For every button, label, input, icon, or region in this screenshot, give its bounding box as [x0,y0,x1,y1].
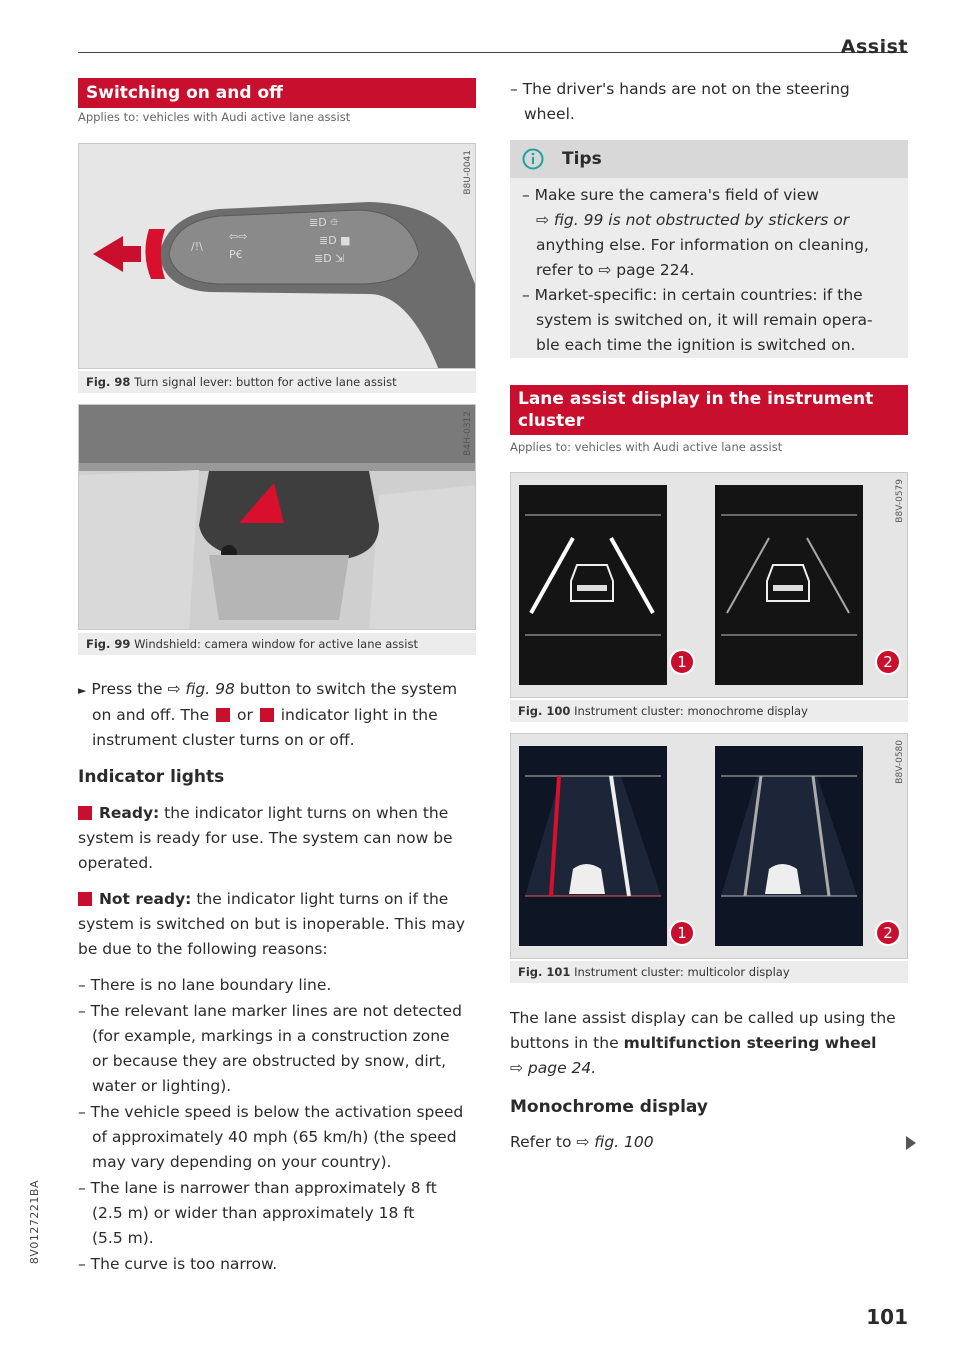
figure-caption-text: Windshield: camera window for active lane assist [134,637,418,651]
document-code: 8V0127221BA [28,1180,41,1265]
not-ready-paragraph [78,887,478,962]
press-post: button to switch the system [234,680,458,698]
reasons-list [78,973,478,1277]
tips-box [510,140,908,358]
section-heading-text: Switching on and off [86,83,283,103]
figure-99 [78,404,476,630]
not-ready-text3: be due to the following reasons: [78,940,328,958]
info-icon [522,148,544,170]
section-heading [78,78,476,108]
continue-arrow-icon [906,1136,916,1150]
press-or: or [232,706,258,724]
applies-to: Applies to: vehicles with Audi active lane assist [510,440,783,454]
figure-code: B8U-0041 [463,150,473,195]
indicator-lights-heading: Indicator lights [78,767,225,787]
not-ready-text1: the indicator light turns on if the [191,890,449,908]
monochrome-display-illustration [511,473,908,698]
turn-signal-lever-illustration [79,144,476,369]
callout-1-icon: 1 [669,649,695,675]
section-title: Assist [840,36,908,58]
page-24-reference-link[interactable]: ⇨ page 24. [510,1059,597,1077]
svg-text:≣D ⯐: ≣D ⯐ [309,216,339,229]
figure-caption-text: Instrument cluster: multicolor display [574,965,790,979]
figure-label: Fig. 100 [518,704,571,718]
figure-caption-text: Instrument cluster: monochrome display [574,704,808,718]
ready-label: Ready: [98,804,160,822]
figure-label: Fig. 98 [86,375,131,389]
fig98-reference-link[interactable]: ⇨ fig. 98 [167,680,235,698]
ready-text3: operated. [78,854,154,872]
press-pre: Press the [91,680,168,698]
callout-2-icon: 2 [875,920,901,946]
hands-item: – The driver's hands are not on the steering wheel. [510,80,850,123]
tips-header [510,140,908,178]
list-item: – There is no lane boundary line. [78,976,332,994]
header-rule [78,52,908,53]
indicator-red-icon [260,708,274,722]
windshield-camera-illustration [79,405,476,630]
tips-title: Tips [562,149,602,169]
refer-paragraph: Refer to ⇨ fig. 100 [510,1133,654,1151]
list-item: – Market-specific: in certain countries: if the system is switched on, it will remain opera- ble each time the ignition is switched on. [522,286,873,354]
figure-label: Fig. 101 [518,965,571,979]
figure-code: B8V-0580 [895,740,905,784]
figure-caption-text: Turn signal lever: button for active lane assist [134,375,397,389]
fig100-reference-link[interactable]: ⇨ fig. 100 [576,1133,654,1151]
section-heading: Lane assist display in the instrument cluster [510,385,908,435]
callout-2-icon: 2 [875,649,901,675]
lane-assist-paragraph: The lane assist display can be called up using the buttons in the multifunction steering wheel ⇨ page 24. [510,1006,910,1081]
svg-text:⇦⇨: ⇦⇨ [229,230,248,243]
figure-caption [510,700,908,722]
figure-caption [78,633,476,655]
press-line2a: on and off. The [92,706,215,724]
page-number: 101 [866,1305,908,1329]
svg-text:≣D ⇲: ≣D ⇲ [314,252,345,265]
figure-code: B8V-0579 [895,479,905,523]
figure-code: B4H-0312 [463,411,473,456]
list-item: – The relevant lane marker lines are not detected (for example, markings in a construction zone or because they are obstructed by snow, dirt, water or lighting). [78,1002,462,1095]
press-instruction: ► Press the ⇨ fig. 98 button to switch the system on and off. The or indicator light in the instrument cluster turns on or off. [78,677,478,753]
indicator-not-ready-icon [78,892,92,906]
list-item: – Make sure the camera's field of view ⇨ fig. 99 is not obstructed by stickers or anything else. For information on cleaning, refer to ⇨ page 224. [522,186,869,279]
svg-text:≣D ■: ≣D ■ [319,234,351,247]
list-item: – The lane is narrower than approximately 8 ft (2.5 m) or wider than approximately 18 ft (5.5 m). [78,1179,437,1247]
list-item: – The vehicle speed is below the activation speed of approximately 40 mph (65 km/h) (the speed may vary depending on your country). [78,1103,464,1171]
figure-caption [78,371,476,393]
not-ready-text2: system is switched on but is inoperable. This may [78,915,466,933]
ready-paragraph [78,801,478,876]
press-line3: instrument cluster turns on or off. [92,731,355,749]
monochrome-display-heading: Monochrome display [510,1097,708,1117]
figure-98 [78,143,476,369]
press-line2b: indicator light in the [275,706,438,724]
figure-100 [510,472,908,698]
figure-label: Fig. 99 [86,637,131,651]
ready-text2: system is ready for use. The system can now be [78,829,453,847]
figure-101 [510,733,908,959]
callout-1-icon: 1 [669,920,695,946]
applies-to: Applies to: vehicles with Audi active lane assist [78,110,351,124]
multicolor-display-illustration [511,734,908,959]
svg-text:P€: P€ [229,248,243,261]
figure-caption [510,961,908,983]
svg-text:/!\: /!\ [191,240,203,253]
tips-list [522,183,902,358]
ready-text1: the indicator light turns on when the [159,804,449,822]
not-ready-label: Not ready: [98,890,192,908]
multifunction-steering-wheel-text: multifunction steering wheel [623,1034,877,1052]
indicator-ready-icon [78,806,92,820]
list-item: – The curve is too narrow. [78,1255,278,1273]
indicator-white-icon [216,708,230,722]
